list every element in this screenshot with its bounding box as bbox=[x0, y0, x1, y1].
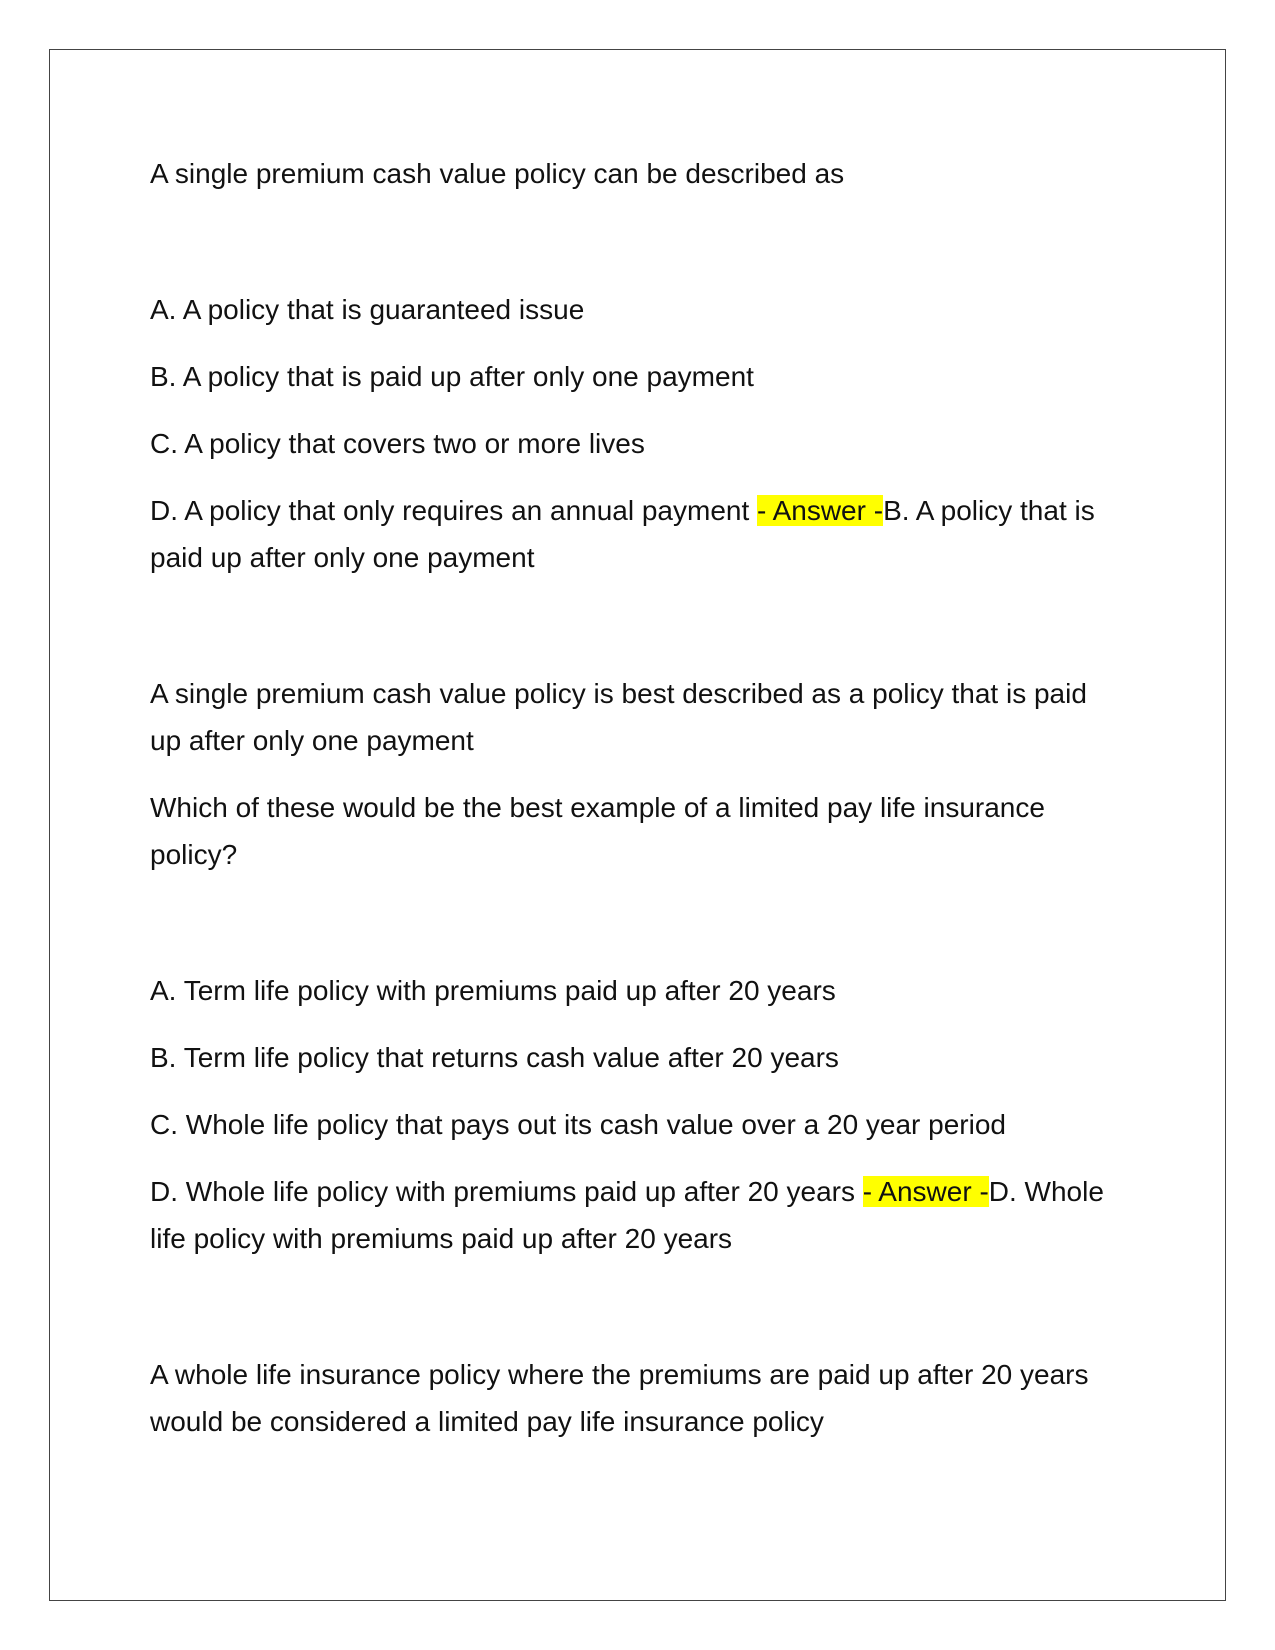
question-1-option-c: C. A policy that covers two or more lives bbox=[150, 428, 645, 459]
question-2-option-d-with-answer bbox=[150, 1168, 1110, 1262]
question-1-stem: A single premium cash value policy can be described as bbox=[150, 158, 845, 189]
question-2-option-b: B. Term life policy that returns cash value after 20 years bbox=[150, 1042, 839, 1073]
question-2-answer: D. Whole life policy with premiums paid up after 20 years bbox=[150, 1176, 1104, 1254]
question-1-option-d: D. A policy that only requires an annual payment bbox=[150, 495, 758, 526]
question-2-stem: Which of these would be the best example of a limited pay life insurance policy? bbox=[150, 792, 1045, 870]
answer-highlight: - Answer - bbox=[757, 495, 884, 526]
question-2-option-a: A. Term life policy with premiums paid up after 20 years bbox=[150, 975, 836, 1006]
question-1-explanation: A single premium cash value policy is best described as a policy that is paid up after only one payment bbox=[150, 678, 1087, 756]
question-2-explanation: A whole life insurance policy where the premiums are paid up after 20 years would be considered a limited pay life insurance policy bbox=[150, 1359, 1089, 1437]
question-2-option-d: D. Whole life policy with premiums paid up after 20 years bbox=[150, 1176, 863, 1207]
question-2-option-c: C. Whole life policy that pays out its cash value over a 20 year period bbox=[150, 1109, 1006, 1140]
question-1-option-a: A. A policy that is guaranteed issue bbox=[150, 294, 585, 325]
question-1-option-b: B. A policy that is paid up after only one payment bbox=[150, 361, 754, 392]
question-1-option-d-with-answer bbox=[150, 487, 1110, 581]
document-body bbox=[150, 150, 1110, 1465]
question-1-answer: B. A policy that is paid up after only one payment bbox=[150, 495, 1095, 573]
answer-highlight: - Answer - bbox=[862, 1176, 989, 1207]
